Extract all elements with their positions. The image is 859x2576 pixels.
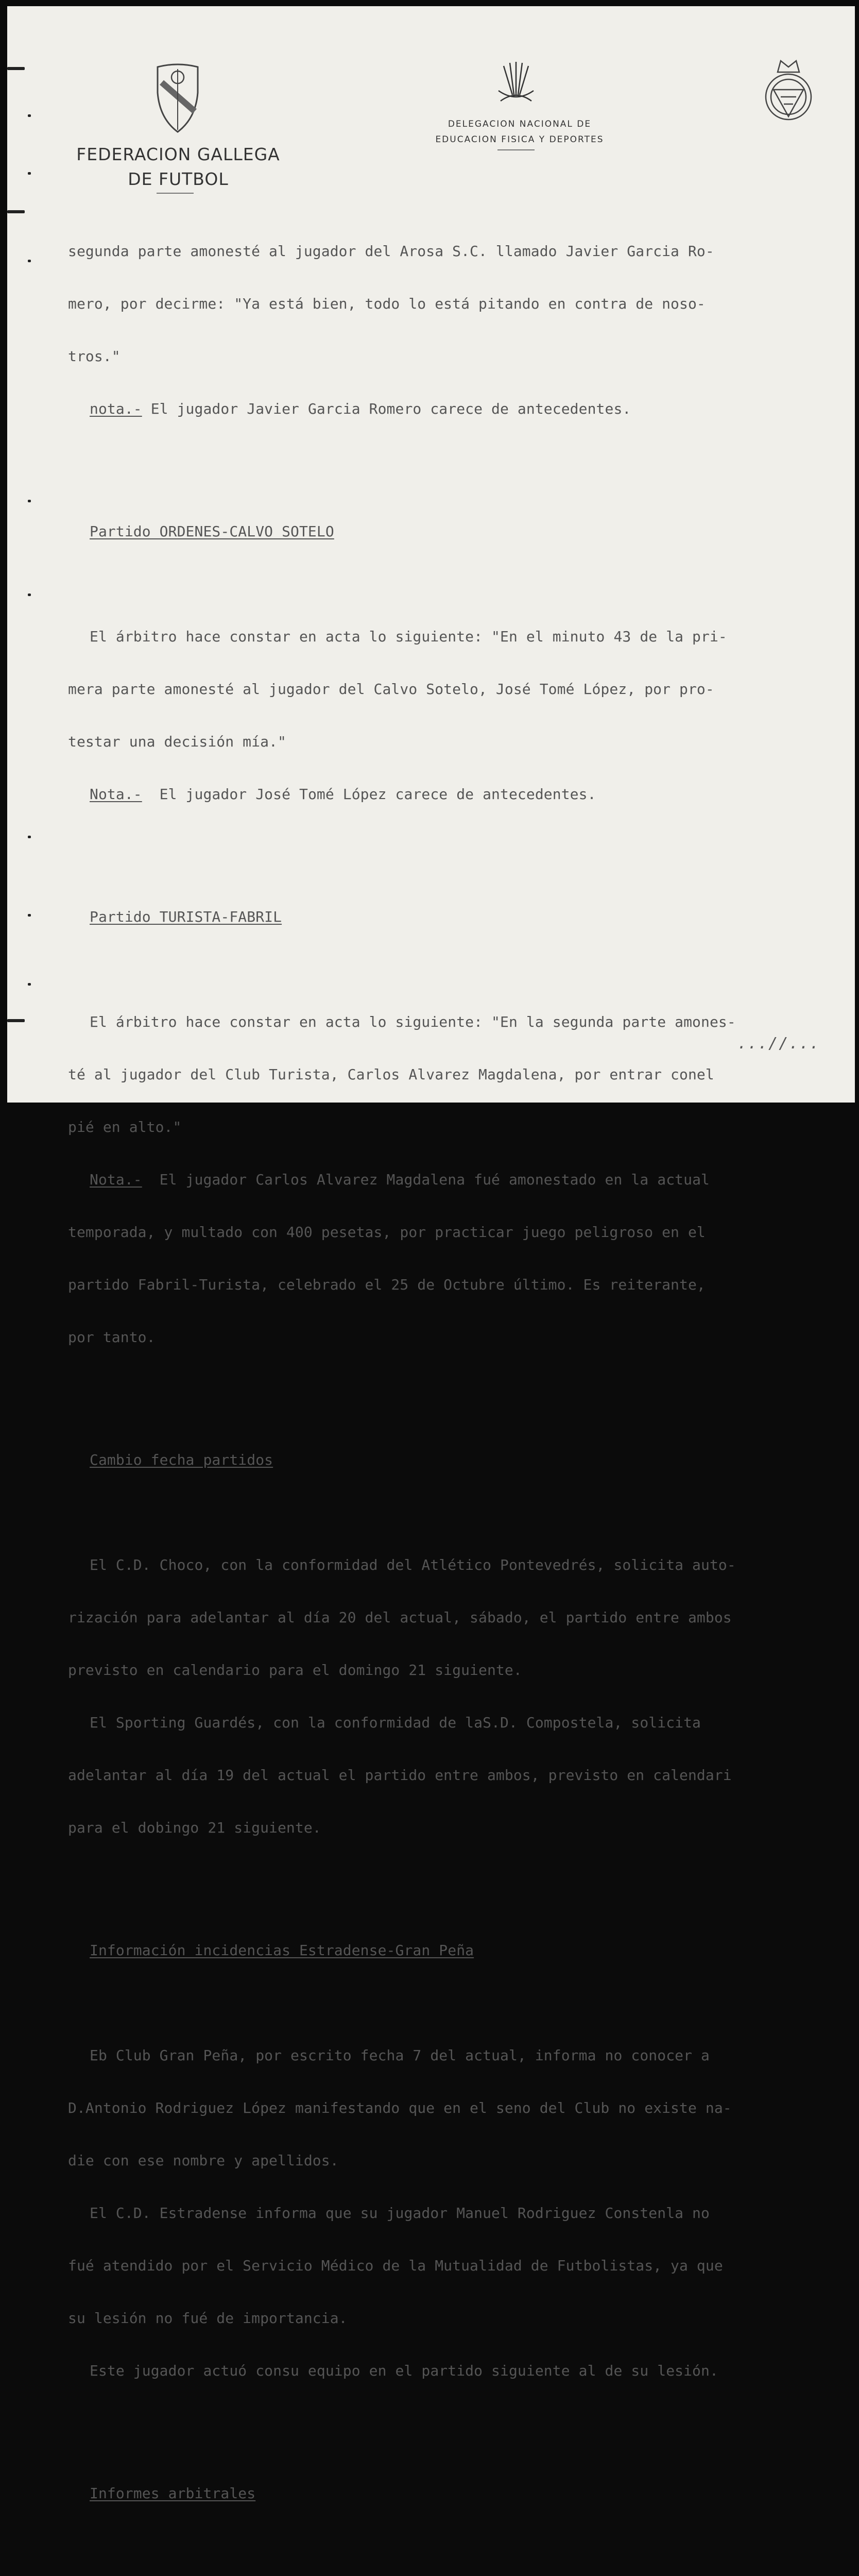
text-line: D.Antonio Rodriguez López manifestando que en el seno del Club no existe na- <box>68 2099 732 2116</box>
punch-mark <box>28 836 31 838</box>
text-line: El C.D. Estradense informa que su jugador Manuel Rodriguez Constenla no <box>90 2205 710 2222</box>
punch-mark <box>28 594 31 596</box>
section-heading-text: Informes arbitrales <box>90 2485 256 2502</box>
continuation-mark: ...//... <box>737 1035 820 1053</box>
divider <box>497 149 535 150</box>
text-line: pié en alto." <box>68 1118 182 1136</box>
text-line: rización para adelantar al día 20 del actual, sábado, el partido entre ambos <box>68 1609 732 1626</box>
text-line: previsto en calendario para el domingo 21 siguiente. <box>68 1662 522 1679</box>
text-line: temporada, y multado con 400 pesetas, por practicar juego peligroso en el <box>68 1224 706 1241</box>
text-line: tros." <box>68 348 121 365</box>
note-line <box>68 1171 856 1189</box>
delegation-name-line2: EDUCACION FISICA Y DEPORTES <box>435 134 604 145</box>
punch-mark <box>7 67 25 70</box>
text-line: Este jugador actuó consu equipo en el partido siguiente al de su lesión. <box>90 2362 718 2379</box>
federation-name <box>55 142 302 192</box>
text-line: fué atendido por el Servicio Médico de la Mutualidad de Futbolistas, ya que <box>68 2257 723 2274</box>
punch-mark <box>28 260 31 262</box>
section-heading <box>68 1942 856 1959</box>
text-line: testar una decisión mía." <box>68 733 286 750</box>
text-line: té al jugador del Club Turista, Carlos Alvarez Magdalena, por entrar conel <box>68 1066 714 1083</box>
divider <box>157 193 194 194</box>
punch-mark <box>28 914 31 917</box>
text-line: segunda parte amonesté al jugador del Arosa S.C. llamado Javier Garcia Ro- <box>68 243 714 260</box>
section-heading <box>68 908 856 926</box>
crowned-football-crest-icon <box>760 54 817 126</box>
note-label: nota.- <box>90 400 142 417</box>
text-line: El árbitro hace constar en acta lo siguiente: "En la segunda parte amones- <box>90 1013 736 1030</box>
punch-mark <box>28 983 31 986</box>
section-heading-text: Partido TURISTA-FABRIL <box>90 908 282 925</box>
text-line: die con ese nombre y apellidos. <box>68 2152 339 2169</box>
note-line <box>68 400 856 418</box>
document-page <box>7 6 855 2502</box>
section-heading <box>68 2485 856 2502</box>
note-line <box>68 786 856 803</box>
text-line: para el dobingo 21 siguiente. <box>68 1819 321 1836</box>
note-text: El jugador Carlos Alvarez Magdalena fué amonestado en la actual <box>142 1171 710 1188</box>
punch-mark <box>28 500 31 502</box>
text-line: El árbitro hace constar en acta lo siguiente: "En el minuto 43 de la pri- <box>90 628 727 645</box>
note-text: El jugador José Tomé López carece de antecedentes. <box>142 786 596 803</box>
text-line: mera parte amonesté al jugador del Calvo Sotelo, José Tomé López, por pro- <box>68 681 714 698</box>
punch-mark <box>28 114 31 117</box>
text-line: su lesión no fué de importancia. <box>68 2310 348 2327</box>
document-body <box>68 208 856 2576</box>
section-heading <box>68 523 856 540</box>
note-label: Nota.- <box>90 1171 142 1188</box>
delegation-name-line1: DELEGACION NACIONAL DE <box>448 119 592 129</box>
text-line: por tanto. <box>68 1329 156 1346</box>
note-label: Nota.- <box>90 786 142 803</box>
delegation-name <box>409 116 630 147</box>
text-line: El Sporting Guardés, con la conformidad de laS.D. Compostela, solicita <box>90 1714 701 1731</box>
text-line: Eb Club Gran Peña, por escrito fecha 7 del actual, informa no conocer a <box>90 2047 710 2064</box>
punch-mark <box>7 1019 25 1022</box>
section-heading-text: Cambio fecha partidos <box>90 1451 273 1468</box>
note-text: El jugador Javier Garcia Romero carece de antecedentes. <box>142 400 631 417</box>
punch-mark <box>7 210 25 213</box>
text-line: mero, por decirme: "Ya está bien, todo lo está pitando en contra de noso- <box>68 295 706 312</box>
federation-name-line2: DE FUTBOL <box>128 169 229 189</box>
federation-name-line1: FEDERACION GALLEGA <box>76 144 280 164</box>
section-heading <box>68 1451 856 1469</box>
shield-crest-icon <box>154 62 201 134</box>
text-line: partido Fabril-Turista, celebrado el 25 de Octubre último. Es reiterante, <box>68 1276 706 1293</box>
text-line: El C.D. Choco, con la conformidad del Atlético Pontevedrés, solicita auto- <box>90 1556 736 1573</box>
yoke-arrows-icon <box>495 59 537 110</box>
section-heading-text: Información incidencias Estradense-Gran Peña <box>90 1942 474 1959</box>
text-line: adelantar al día 19 del actual el partido entre ambos, previsto en calendari <box>68 1767 732 1784</box>
section-heading-text: Partido ORDENES-CALVO SOTELO <box>90 523 334 540</box>
punch-mark <box>28 172 31 175</box>
